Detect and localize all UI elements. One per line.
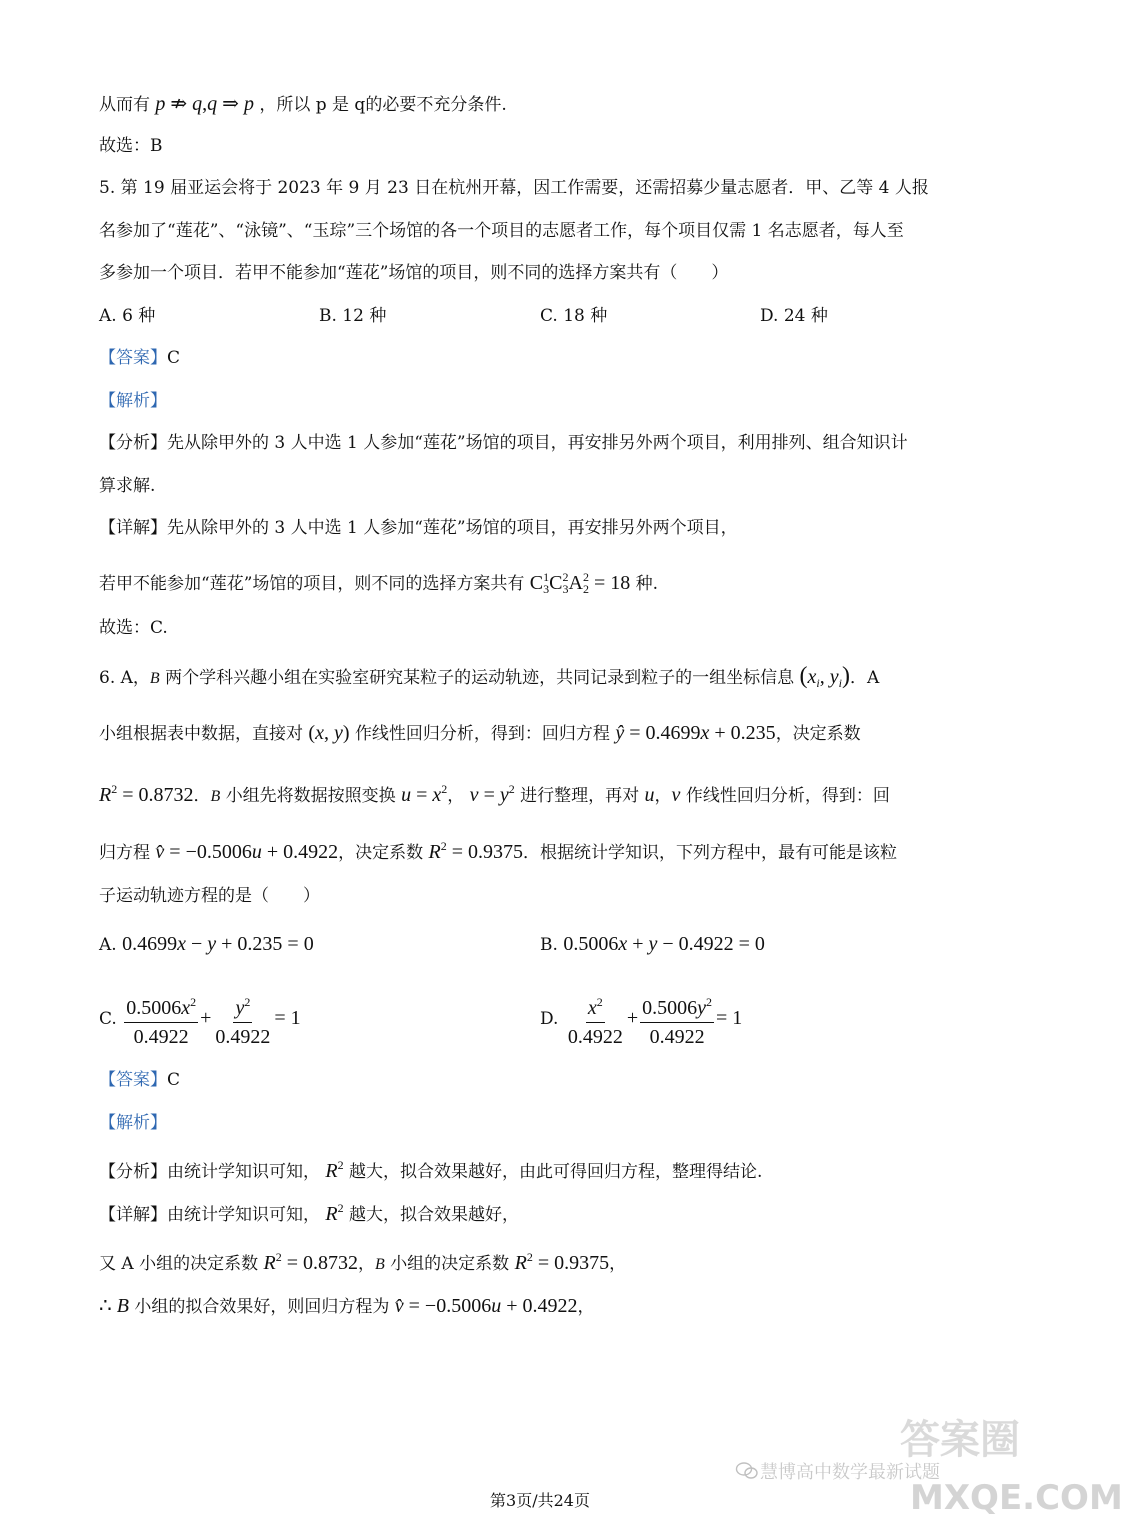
- answer-tag: 【答案】: [99, 348, 167, 368]
- page-footer: 第3页/共24页: [490, 1491, 590, 1510]
- q5-xiangjie-line-2: 若甲不能参加“莲花”场馆的项目，则不同的选择方案共有 $C^1_3C^2_3A^2_2 = 18$ 种.: [99, 570, 659, 596]
- q6-xiangjie-line-1: 【详解】由统计学知识可知， $R^2$ 越大，拟合效果越好，: [99, 1201, 520, 1225]
- answer-tag: 【答案】: [99, 1070, 167, 1090]
- prev-choice: 故选：B: [99, 136, 163, 156]
- q5-answer: [99, 346, 180, 370]
- regression-a: ŷ = 0.4699x + 0.235: [615, 722, 776, 744]
- q5-option-c: C. 18 种: [540, 306, 608, 326]
- prev-conclusion-line: 从而有 p ⇏ q,q ⇒ p ，所以 p 是 q的必要不充分条件.: [99, 93, 507, 115]
- watermark-site: MXQE.COM: [910, 1478, 1123, 1518]
- q6-answer: [99, 1068, 180, 1092]
- watermark-text: 慧博高中数学最新试题: [760, 1462, 940, 1483]
- q5-xiangjie-line-1: 【详解】先从除甲外的 3 人中选 1 人参加“莲花”场馆的项目，再安排另外两个项目，: [99, 518, 738, 538]
- q5-fenxi-line-2: 算求解.: [99, 476, 156, 496]
- q6-stem-line-1: 6. A，B 两个学科兴趣小组在实验室研究某粒子的运动轨迹，共同记录到粒子的一组坐标信息 ($x_i$, $y_i$)．A: [99, 663, 880, 690]
- combination-formula: $C^1_3C^2_3A^2_2 = 18$: [529, 570, 631, 596]
- answer-value: C: [167, 348, 181, 368]
- q6-xiangjie-line-2: 又 A 小组的决定系数 $R^2 = 0.8732$，B 小组的决定系数 $R^2 = 0.9375$，: [99, 1250, 627, 1274]
- q5-choice: 故选：C.: [99, 618, 168, 638]
- q6-stem-line-3: $R^2 = 0.8732$．B 小组先将数据按照变换 $u = x^2$， $v = y^2$ 进行整理，再对 u，v 作线性回归分析，得到：回: [99, 782, 890, 806]
- q6-stem-line-5: 子运动轨迹方程的是（ ）: [99, 886, 320, 906]
- q6-stem-line-4: 归方程 v̂ = −0.5006u + 0.4922，决定系数 $R^2 = 0.9375$．根据统计学知识，下列方程中，最有可能是该粒: [99, 839, 898, 863]
- q5-option-b: B. 12 种: [319, 306, 387, 326]
- q5-analysis-tag: 【解析】: [99, 391, 167, 411]
- q6-option-c: C. $\frac{0.5006x^2}{0.4922}$ + $\frac{y^2}{0.4922}$ = 1: [99, 990, 301, 1049]
- xiangjie-tag: 【详解】: [99, 518, 167, 538]
- q5-stem-line-3: 多参加一个项目．若甲不能参加“莲花”场馆的项目，则不同的选择方案共有（ ）: [99, 263, 729, 283]
- q6-fenxi-line: 【分析】由统计学知识可知， $R^2$ 越大，拟合效果越好，由此可得回归方程，整理得结论.: [99, 1158, 763, 1182]
- q5-fenxi-line-1: 【分析】先从除甲外的 3 人中选 1 人参加“莲花”场馆的项目，再安排另外两个项目，利用排列、组合知识计: [99, 433, 908, 453]
- q5-option-d: D. 24 种: [760, 306, 828, 326]
- q6-option-d: D. $\frac{x^2}{0.4922}$ + $\frac{0.5006y^2}{0.4922}$ = 1: [540, 990, 742, 1049]
- q5-stem-line-2: 名参加了“莲花”、“泳镜”、“玉琮”三个场馆的各一个项目的志愿者工作，每个项目仅需 1 名志愿者，每人至: [99, 221, 904, 241]
- fenxi-tag: 【分析】: [99, 433, 167, 453]
- regression-b: v̂ = −0.5006u + 0.4922: [155, 841, 339, 863]
- q5-option-a: A. 6 种: [99, 306, 156, 326]
- q6-stem-line-2: 小组根据表中数据，直接对 (x, y) 作线性回归分析，得到：回归方程 ŷ = 0.4699x + 0.235，决定系数: [99, 722, 861, 744]
- wechat-icon: [736, 1462, 758, 1480]
- q6-option-a: A. 0.4699x − y + 0.235 = 0: [99, 933, 314, 955]
- q6-analysis-tag: 【解析】: [99, 1113, 167, 1133]
- coordinate-pair: ($x_i$, $y_i$): [799, 663, 850, 690]
- prev-conclusion-text: ，所以 p 是 q的必要不充分条件.: [259, 95, 507, 115]
- watermark-logo: 答案圈: [900, 1417, 1020, 1463]
- answer-value: C: [167, 1070, 181, 1090]
- q6-option-b: B. 0.5006x + y − 0.4922 = 0: [540, 933, 765, 955]
- q6-xiangjie-line-3: ∴ B 小组的拟合效果好，则回归方程为 v̂ = −0.5006u + 0.4922，: [99, 1295, 595, 1317]
- q5-stem-line-1: 5. 第 19 届亚运会将于 2023 年 9 月 23 日在杭州开幕，因工作需要，还需招募少量志愿者．甲、乙等 4 人报: [99, 178, 929, 198]
